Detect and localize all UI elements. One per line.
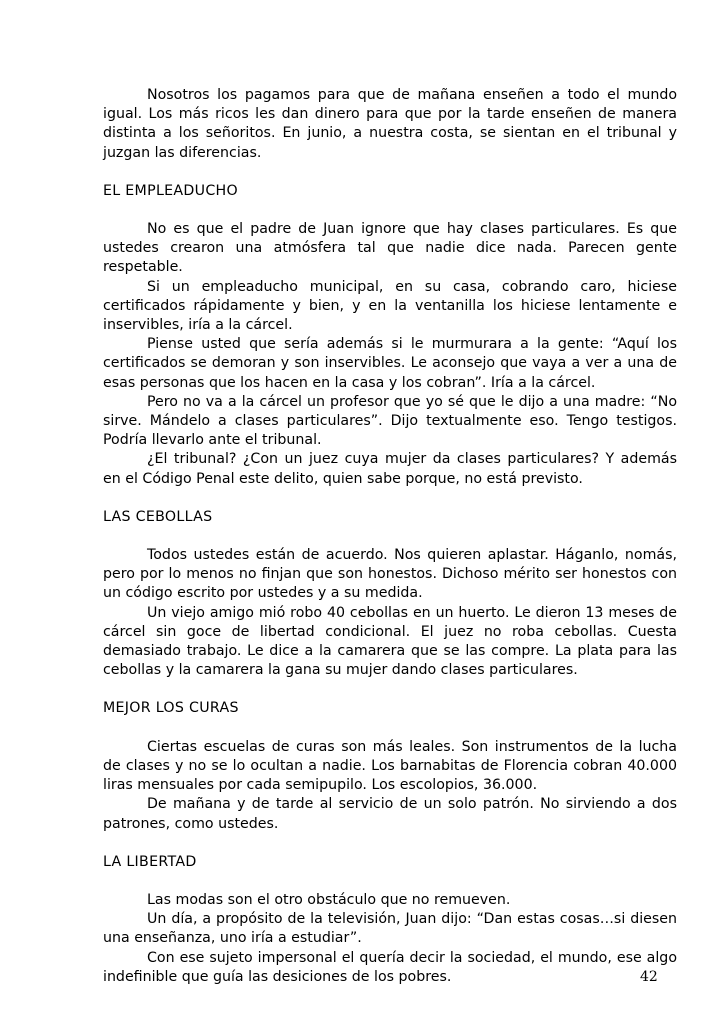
paragraph: Si un empleaducho municipal, en su casa, cobrando caro, hiciese certificados rápidamente y bien, y en la ventanilla los hiciese lentamente e inservibles, iría a la cárcel. [103, 278, 677, 334]
paragraph: Pero no va a la cárcel un profesor que yo sé que le dijo a una madre: “No sirve. Mándelo a clases particulares”. Dijo textualmente eso. Tengo testigos. Podría llevarlo ante el tribunal. [103, 393, 677, 449]
section-heading-el-empleaducho: EL EMPLEADUCHO [103, 182, 238, 199]
paragraph: Piense usted que sería además si le murmurara a la gente: “Aquí los certificados se demoran y son inservibles. Le aconsejo que vaya a ver a una de esas personas que los hacen en la casa y los cobran”. Iría a la cárcel. [103, 336, 677, 391]
paragraph: No es que el padre de Juan ignore que hay clases particulares. Es que ustedes crearon una atmósfera tal que nadie dice nada. Parecen gente respetable. [103, 221, 677, 276]
paragraph: Las modas son el otro obstáculo que no remueven. [147, 891, 511, 908]
section-heading-las-cebollas: LAS CEBOLLAS [103, 508, 213, 525]
document-body [103, 86, 677, 987]
paragraph: Ciertas escuelas de curas son más leales. Son instrumentos de la lucha de clases y no se lo ocultan a nadie. Los barnabitas de Florencia cobran 40.000 liras mensuales por cada semipupilo. Los escolopios, 36.000. [103, 738, 677, 794]
section-heading-mejor-los-curas: MEJOR LOS CURAS [103, 700, 239, 717]
section-heading-la-libertad: LA LIBERTAD [103, 853, 197, 870]
paragraph: Todos ustedes están de acuerdo. Nos quieren aplastar. Háganlo, nomás, pero por lo menos no finjan que son honestos. Dichoso mérito ser honestos con un código escrito por ustedes y a su medida. [103, 547, 677, 602]
paragraph: ¿El tribunal? ¿Con un juez cuya mujer da clases particulares? Y además en el Código Penal este delito, quien sabe porque, no está previsto. [103, 451, 677, 487]
paragraph: Con ese sujeto impersonal el quería decir la sociedad, el mundo, ese algo indefinible que guía las desiciones de los pobres. [103, 949, 677, 985]
paragraph: De mañana y de tarde al servicio de un solo patrón. No sirviendo a dos patrones, como ustedes. [103, 796, 677, 832]
paragraph-intro: Nosotros los pagamos para que de mañana enseñen a todo el mundo igual. Los más ricos les dan dinero para que por la tarde enseñen de manera distinta a los señoritos. En junio, a nuestra costa, se sientan en el tribunal y juzgan las diferencias. [103, 87, 677, 161]
paragraph: Un viejo amigo mió robo 40 cebollas en un huerto. Le dieron 13 meses de cárcel sin goce de libertad condicional. El juez no roba cebollas. Cuesta demasiado trabajo. Le dice a la camarera que se las compre. La plata para las cebollas y la camarera la gana su mujer dando clases particulares. [103, 604, 677, 679]
paragraph: Un día, a propósito de la televisión, Juan dijo: “Dan estas cosas…si diesen una enseñanza, uno iría a estudiar”. [103, 911, 677, 947]
page-number: 42 [640, 969, 658, 985]
